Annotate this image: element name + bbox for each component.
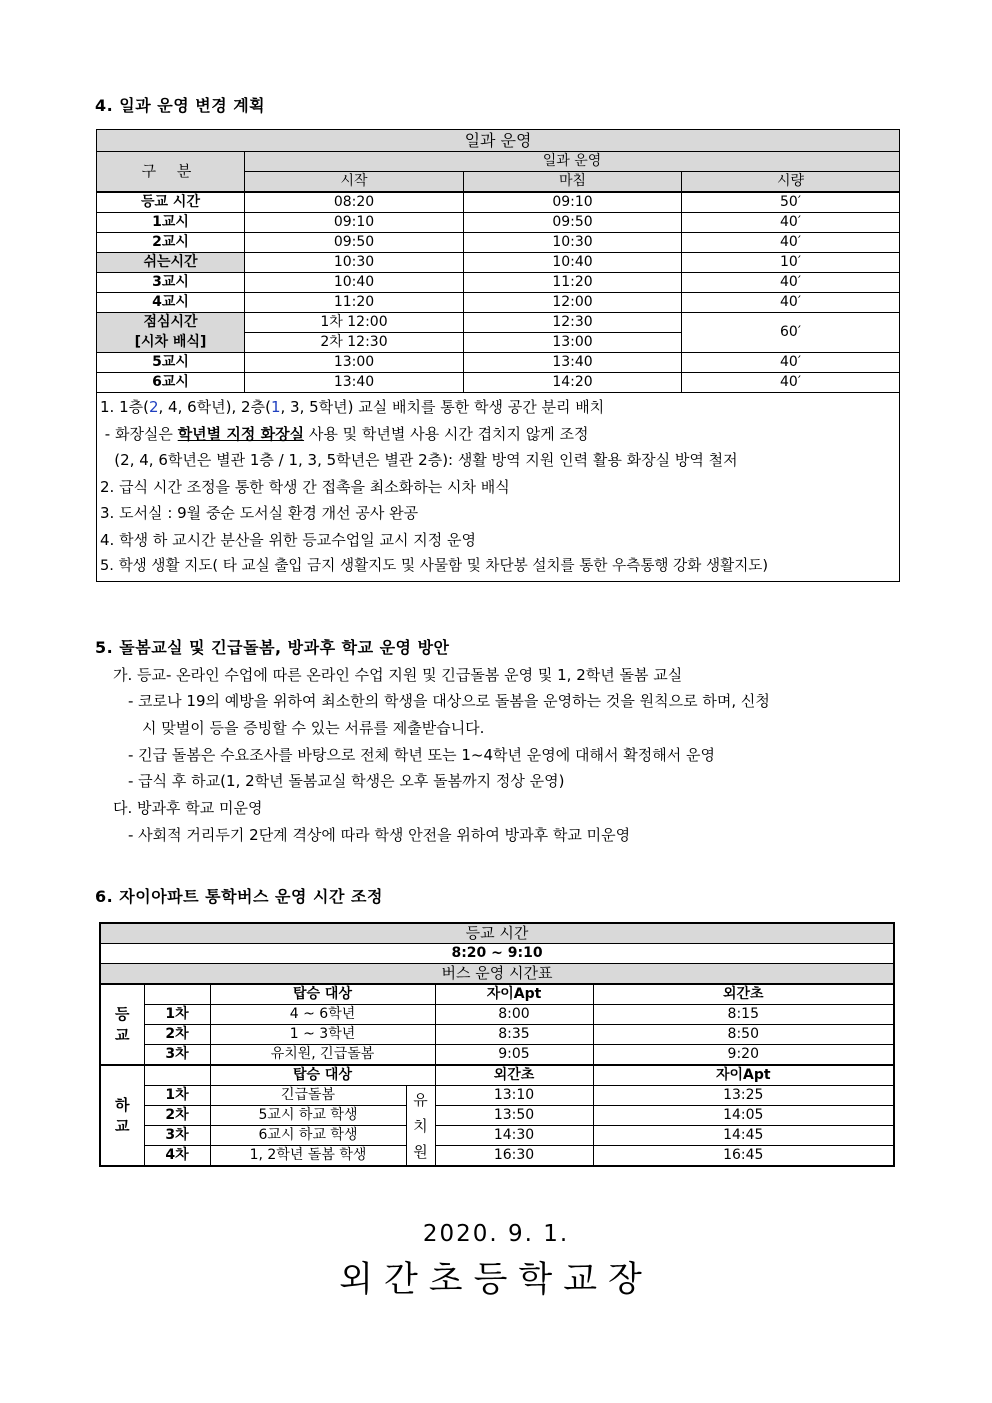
section4-heading: 4. 일과 운영 변경 계획 — [95, 96, 266, 115]
run-target: 1, 2학년 돌봄 학생 — [210, 1146, 406, 1167]
run-label: 1차 — [144, 1005, 210, 1025]
row-start: 11:20 — [245, 293, 464, 313]
note-1-sub1: - 화장실은 학년별 지정 화장실 사용 및 학년별 사용 시간 겹치지 않게 조정 — [100, 424, 589, 443]
row-label: 등교 시간 — [97, 192, 245, 213]
col-group-label: 구 분 — [97, 152, 245, 193]
run-time-b: 16:45 — [593, 1146, 894, 1167]
row-start: 1차 12:00 — [245, 313, 464, 333]
row-duration: 40′ — [682, 233, 900, 253]
note-5: 5. 학생 생활 지도( 타 교실 출입 금지 생활지도 및 사물함 및 차단봉 설치를 통한 우측통행 강화 생활지도) — [100, 557, 769, 574]
row-end: 13:00 — [464, 333, 682, 353]
run-target: 5교시 하교 학생 — [210, 1106, 406, 1126]
row-end: 12:00 — [464, 293, 682, 313]
back-header-xi: 자이Apt — [593, 1065, 894, 1086]
row-end: 09:10 — [464, 192, 682, 213]
row-end: 12:30 — [464, 313, 682, 333]
row-label: 2교시 — [97, 233, 245, 253]
col-header-duration: 시량 — [682, 172, 900, 193]
run-time-a: 16:30 — [435, 1146, 593, 1167]
section5-line-7: - 사회적 거리두기 2단계 격상에 따라 학생 안전을 위하여 방과후 학교 미운영 — [128, 826, 631, 844]
run-time-b: 14:05 — [593, 1106, 894, 1126]
col-header-end: 마침 — [464, 172, 682, 193]
table-row — [97, 373, 900, 393]
table-row — [97, 192, 900, 213]
row-label: 1교시 — [97, 213, 245, 233]
table-row — [100, 1146, 894, 1167]
notes-cell — [97, 393, 900, 582]
row-label: 쉬는시간 — [97, 253, 245, 273]
section5-line-1: 가. 등교- 온라인 수업에 따른 온라인 수업 지원 및 긴급돌봄 운영 및 1, 2학년 돌봄 교실 — [113, 666, 683, 684]
run-time-b: 9:20 — [593, 1045, 894, 1066]
table-row — [100, 1106, 894, 1126]
table-row — [100, 1086, 894, 1106]
col-header-start: 시작 — [245, 172, 464, 193]
table-row — [97, 273, 900, 293]
bus-title-1: 등교 시간 — [100, 923, 894, 944]
section6-heading: 6. 자이아파트 통학버스 운영 시간 조정 — [95, 887, 383, 906]
row-duration: 40′ — [682, 213, 900, 233]
row-label: 3교시 — [97, 273, 245, 293]
run-time-a: 14:30 — [435, 1126, 593, 1146]
run-label: 3차 — [144, 1126, 210, 1146]
table-title: 일과 운영 — [97, 130, 900, 152]
run-label: 2차 — [144, 1025, 210, 1045]
table-row — [97, 353, 900, 373]
table-row — [100, 1126, 894, 1146]
note-1: 1. 1층(2, 4, 6학년), 2층(1, 3, 5학년) 교실 배치를 통한 학생 공간 분리 배치 — [100, 398, 605, 416]
row-duration: 40′ — [682, 293, 900, 313]
back-header-target: 탑승 대상 — [210, 1065, 435, 1086]
run-time-b: 8:15 — [593, 1005, 894, 1025]
row-label: 점심시간 — [97, 313, 245, 333]
signature-date: 2020. 9. 1. — [422, 1221, 570, 1247]
bus-schedule-table — [99, 922, 895, 1167]
go-header-xi: 자이Apt — [435, 984, 593, 1005]
run-time-b: 13:25 — [593, 1086, 894, 1106]
table-row — [100, 1025, 894, 1045]
row-start: 10:40 — [245, 273, 464, 293]
table-row — [97, 293, 900, 313]
row-duration: 40′ — [682, 353, 900, 373]
kindergarten-label: 유 치 원 — [406, 1086, 435, 1167]
row-start: 09:50 — [245, 233, 464, 253]
run-time-a: 13:50 — [435, 1106, 593, 1126]
table-row — [97, 313, 900, 333]
run-label: 1차 — [144, 1086, 210, 1106]
row-start: 08:20 — [245, 192, 464, 213]
leave-school-label: 하 교 — [100, 1065, 144, 1166]
run-target: 긴급돌봄 — [210, 1086, 406, 1106]
go-school-label: 등 교 — [100, 984, 144, 1065]
note-3: 3. 도서실 : 9월 중순 도서실 환경 개선 공사 완공 — [100, 504, 419, 522]
note-2: 2. 급식 시간 조정을 통한 학생 간 접촉을 최소화하는 시차 배식 — [100, 477, 510, 496]
run-target: 1 ~ 3학년 — [210, 1025, 435, 1045]
row-end: 10:40 — [464, 253, 682, 273]
daily-schedule-table — [96, 129, 900, 582]
note-1-sub2: (2, 4, 6학년은 별관 1층 / 1, 3, 5학년은 별관 2층): 생활 방역 지원 인력 활용 화장실 방역 철저 — [100, 451, 738, 469]
row-label: 4교시 — [97, 293, 245, 313]
back-header-school: 외간초 — [435, 1065, 593, 1086]
row-end: 14:20 — [464, 373, 682, 393]
table-row — [100, 1045, 894, 1066]
section5-line-6: 다. 방과후 학교 미운영 — [113, 799, 263, 817]
run-time-a: 13:10 — [435, 1086, 593, 1106]
run-target: 유치원, 긴급돌봄 — [210, 1045, 435, 1066]
row-label: [시차 배식] — [97, 333, 245, 353]
run-label: 2차 — [144, 1106, 210, 1126]
go-header-school: 외간초 — [593, 984, 894, 1005]
note-4: 4. 학생 하 교시간 분산을 위한 등교수업일 교시 지정 운영 — [100, 530, 477, 549]
run-target: 6교시 하교 학생 — [210, 1126, 406, 1146]
table-row — [97, 213, 900, 233]
row-end: 11:20 — [464, 273, 682, 293]
row-label: 5교시 — [97, 353, 245, 373]
section5-line-5: - 급식 후 하교(1, 2학년 돌봄교실 학생은 오후 돌봄까지 정상 운영) — [128, 772, 565, 790]
run-time-a: 8:35 — [435, 1025, 593, 1045]
signature-name: 외간초등학교장 — [339, 1260, 653, 1300]
run-time-a: 9:05 — [435, 1045, 593, 1066]
table-row — [100, 1005, 894, 1025]
table-row — [97, 253, 900, 273]
row-start: 13:00 — [245, 353, 464, 373]
row-start: 2차 12:30 — [245, 333, 464, 353]
run-label: 4차 — [144, 1146, 210, 1167]
row-duration: 60′ — [682, 313, 900, 353]
row-start: 09:10 — [245, 213, 464, 233]
section5-line-3: 시 맞벌이 등을 증빙할 수 있는 서류를 제출받습니다. — [142, 719, 485, 737]
go-header-target: 탑승 대상 — [210, 984, 435, 1005]
bus-title-2: 버스 운영 시간표 — [100, 964, 894, 985]
row-duration: 40′ — [682, 273, 900, 293]
row-label: 6교시 — [97, 373, 245, 393]
row-start: 10:30 — [245, 253, 464, 273]
row-duration: 50′ — [682, 192, 900, 213]
row-start: 13:40 — [245, 373, 464, 393]
row-duration: 10′ — [682, 253, 900, 273]
run-label: 3차 — [144, 1045, 210, 1066]
run-time-a: 8:00 — [435, 1005, 593, 1025]
run-target: 4 ~ 6학년 — [210, 1005, 435, 1025]
row-end: 10:30 — [464, 233, 682, 253]
row-end: 13:40 — [464, 353, 682, 373]
section5-line-4: - 긴급 돌봄은 수요조사를 바탕으로 전체 학년 또는 1~4학년 운영에 대해서 확정해서 운영 — [128, 746, 715, 764]
run-time-b: 8:50 — [593, 1025, 894, 1045]
table-row — [97, 233, 900, 253]
bus-time: 8:20 ~ 9:10 — [100, 944, 894, 964]
section5-line-2: - 코로나 19의 예방을 위하여 최소한의 학생을 대상으로 돌봄을 운영하는 것을 원칙으로 하며, 신청 — [128, 692, 770, 710]
section5-heading: 5. 돌봄교실 및 긴급돌봄, 방과후 학교 운영 방안 — [95, 638, 450, 657]
row-duration: 40′ — [682, 373, 900, 393]
row-end: 09:50 — [464, 213, 682, 233]
run-time-b: 14:45 — [593, 1126, 894, 1146]
col-group-top: 일과 운영 — [245, 152, 900, 172]
